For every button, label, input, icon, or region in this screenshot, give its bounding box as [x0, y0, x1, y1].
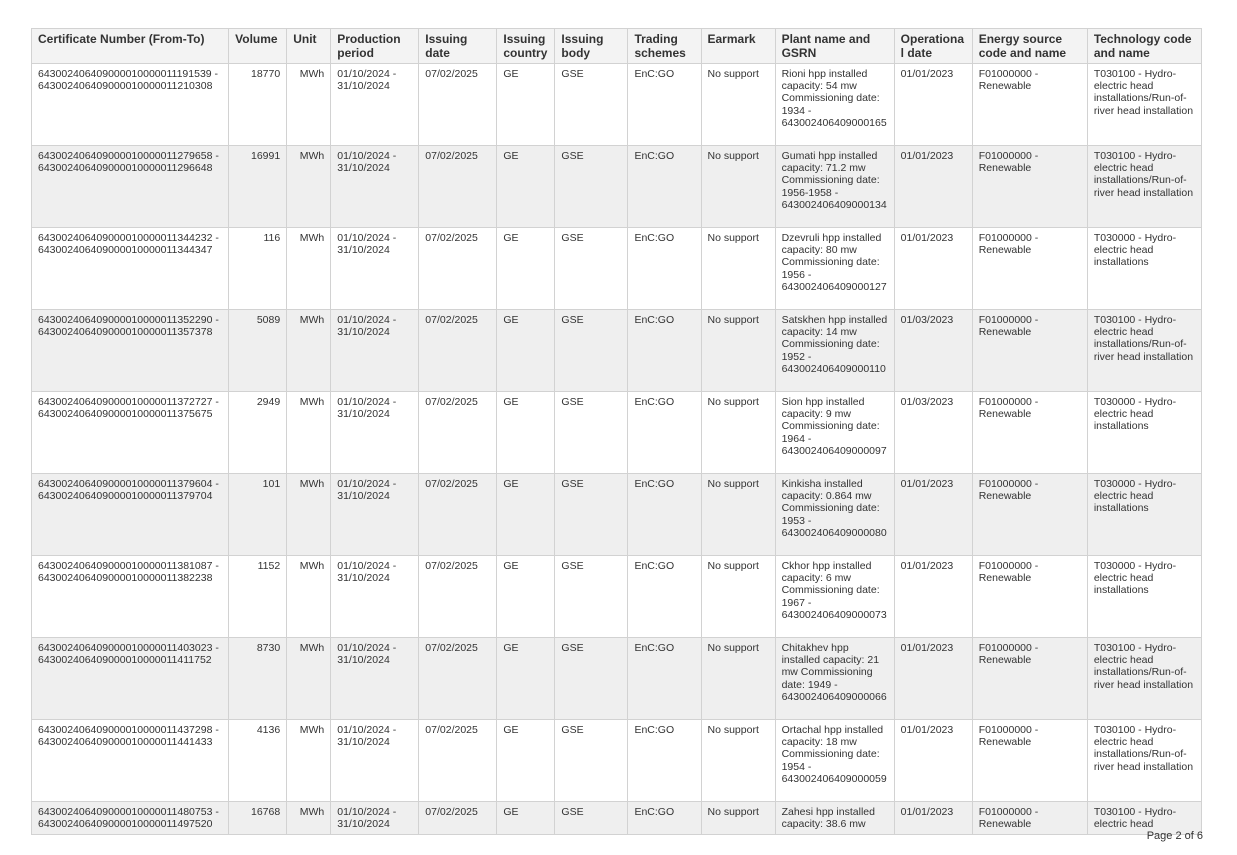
unit-cell: MWh [287, 474, 331, 556]
trading-scheme-cell: EnC:GO [628, 64, 701, 146]
technology-cell: T030100 - Hydro-electric head [1087, 802, 1201, 835]
operational-date-cell: 01/01/2023 [894, 474, 972, 556]
issuing-country-cell: GE [497, 474, 555, 556]
volume-cell: 4136 [229, 720, 287, 802]
certificates-table [31, 28, 1202, 835]
unit-cell: MWh [287, 638, 331, 720]
technology-cell: T030100 - Hydro-electric head installations/Run-of-river head installation [1087, 64, 1201, 146]
trading-scheme-cell: EnC:GO [628, 392, 701, 474]
issuing-date-cell: 07/02/2025 [419, 802, 497, 835]
table-row [32, 802, 1202, 835]
operational-date-cell: 01/01/2023 [894, 802, 972, 835]
issuing-date-cell: 07/02/2025 [419, 556, 497, 638]
production-period-cell: 01/10/2024 - 31/10/2024 [331, 802, 419, 835]
production-period-cell: 01/10/2024 - 31/10/2024 [331, 638, 419, 720]
column-header-energy-source: Energy source code and name [972, 29, 1087, 64]
table-header-row [32, 29, 1202, 64]
trading-scheme-cell: EnC:GO [628, 228, 701, 310]
trading-scheme-cell: EnC:GO [628, 802, 701, 835]
operational-date-cell: 01/01/2023 [894, 638, 972, 720]
plant-name-cell: Ckhor hpp installed capacity: 6 mw Commissioning date: 1967 - 643002406409000073 [775, 556, 894, 638]
issuing-country-cell: GE [497, 146, 555, 228]
column-header-production-period: Production period [331, 29, 419, 64]
trading-scheme-cell: EnC:GO [628, 720, 701, 802]
trading-scheme-cell: EnC:GO [628, 638, 701, 720]
column-header-operational-date: Operational date [894, 29, 972, 64]
table-row [32, 474, 1202, 556]
column-header-technology: Technology code and name [1087, 29, 1201, 64]
production-period-cell: 01/10/2024 - 31/10/2024 [331, 146, 419, 228]
column-header-issuing-country: Issuing country [497, 29, 555, 64]
volume-cell: 18770 [229, 64, 287, 146]
issuing-body-cell: GSE [555, 474, 628, 556]
energy-source-cell: F01000000 - Renewable [972, 228, 1087, 310]
certificate-number-cell: 643002406409000010000011403023 - 643002406409000010000011411752 [32, 638, 229, 720]
volume-cell: 16768 [229, 802, 287, 835]
issuing-body-cell: GSE [555, 64, 628, 146]
operational-date-cell: 01/01/2023 [894, 720, 972, 802]
operational-date-cell: 01/03/2023 [894, 392, 972, 474]
issuing-country-cell: GE [497, 64, 555, 146]
technology-cell: T030100 - Hydro-electric head installations/Run-of-river head installation [1087, 638, 1201, 720]
unit-cell: MWh [287, 310, 331, 392]
table-row [32, 556, 1202, 638]
technology-cell: T030100 - Hydro-electric head installations/Run-of-river head installation [1087, 310, 1201, 392]
production-period-cell: 01/10/2024 - 31/10/2024 [331, 556, 419, 638]
operational-date-cell: 01/03/2023 [894, 310, 972, 392]
technology-cell: T030000 - Hydro-electric head installations [1087, 228, 1201, 310]
issuing-date-cell: 07/02/2025 [419, 146, 497, 228]
earmark-cell: No support [701, 802, 775, 835]
table-row [32, 146, 1202, 228]
unit-cell: MWh [287, 146, 331, 228]
operational-date-cell: 01/01/2023 [894, 146, 972, 228]
issuing-body-cell: GSE [555, 228, 628, 310]
column-header-issuing-body: Issuing body [555, 29, 628, 64]
unit-cell: MWh [287, 392, 331, 474]
issuing-body-cell: GSE [555, 146, 628, 228]
volume-cell: 5089 [229, 310, 287, 392]
energy-source-cell: F01000000 - Renewable [972, 146, 1087, 228]
issuing-date-cell: 07/02/2025 [419, 474, 497, 556]
column-header-plant-name: Plant name and GSRN [775, 29, 894, 64]
production-period-cell: 01/10/2024 - 31/10/2024 [331, 310, 419, 392]
issuing-country-cell: GE [497, 310, 555, 392]
trading-scheme-cell: EnC:GO [628, 474, 701, 556]
plant-name-cell: Rioni hpp installed capacity: 54 mw Commissioning date: 1934 - 643002406409000165 [775, 64, 894, 146]
certificate-number-cell: 643002406409000010000011372727 - 643002406409000010000011375675 [32, 392, 229, 474]
table-row [32, 638, 1202, 720]
volume-cell: 2949 [229, 392, 287, 474]
page-number: Page 2 of 6 [1146, 830, 1203, 842]
issuing-body-cell: GSE [555, 310, 628, 392]
issuing-date-cell: 07/02/2025 [419, 720, 497, 802]
technology-cell: T030100 - Hydro-electric head installations/Run-of-river head installation [1087, 146, 1201, 228]
volume-cell: 101 [229, 474, 287, 556]
production-period-cell: 01/10/2024 - 31/10/2024 [331, 474, 419, 556]
issuing-date-cell: 07/02/2025 [419, 64, 497, 146]
trading-scheme-cell: EnC:GO [628, 146, 701, 228]
plant-name-cell: Dzevruli hpp installed capacity: 80 mw Commissioning date: 1956 - 643002406409000127 [775, 228, 894, 310]
volume-cell: 116 [229, 228, 287, 310]
issuing-country-cell: GE [497, 228, 555, 310]
trading-scheme-cell: EnC:GO [628, 310, 701, 392]
plant-name-cell: Chitakhev hpp installed capacity: 21 mw Commissioning date: 1949 - 643002406409000066 [775, 638, 894, 720]
plant-name-cell: Sion hpp installed capacity: 9 mw Commissioning date: 1964 - 643002406409000097 [775, 392, 894, 474]
column-header-trading-schemes: Trading schemes [628, 29, 701, 64]
plant-name-cell: Kinkisha installed capacity: 0.864 mw Commissioning date: 1953 - 643002406409000080 [775, 474, 894, 556]
trading-scheme-cell: EnC:GO [628, 556, 701, 638]
plant-name-cell: Zahesi hpp installed capacity: 38.6 mw [775, 802, 894, 835]
energy-source-cell: F01000000 - Renewable [972, 392, 1087, 474]
table-row [32, 392, 1202, 474]
issuing-date-cell: 07/02/2025 [419, 392, 497, 474]
unit-cell: MWh [287, 802, 331, 835]
earmark-cell: No support [701, 228, 775, 310]
issuing-body-cell: GSE [555, 720, 628, 802]
energy-source-cell: F01000000 - Renewable [972, 720, 1087, 802]
energy-source-cell: F01000000 - Renewable [972, 310, 1087, 392]
column-header-certificate-number: Certificate Number (From-To) [32, 29, 229, 64]
issuing-date-cell: 07/02/2025 [419, 638, 497, 720]
technology-cell: T030100 - Hydro-electric head installations/Run-of-river head installation [1087, 720, 1201, 802]
unit-cell: MWh [287, 228, 331, 310]
issuing-country-cell: GE [497, 638, 555, 720]
technology-cell: T030000 - Hydro-electric head installations [1087, 556, 1201, 638]
table-row [32, 228, 1202, 310]
column-header-unit: Unit [287, 29, 331, 64]
earmark-cell: No support [701, 310, 775, 392]
technology-cell: T030000 - Hydro-electric head installations [1087, 392, 1201, 474]
energy-source-cell: F01000000 - Renewable [972, 638, 1087, 720]
column-header-earmark: Earmark [701, 29, 775, 64]
earmark-cell: No support [701, 64, 775, 146]
production-period-cell: 01/10/2024 - 31/10/2024 [331, 64, 419, 146]
certificate-number-cell: 643002406409000010000011352290 - 643002406409000010000011357378 [32, 310, 229, 392]
plant-name-cell: Ortachal hpp installed capacity: 18 mw Commissioning date: 1954 - 643002406409000059 [775, 720, 894, 802]
table-body [32, 64, 1202, 835]
issuing-country-cell: GE [497, 720, 555, 802]
volume-cell: 8730 [229, 638, 287, 720]
operational-date-cell: 01/01/2023 [894, 556, 972, 638]
issuing-body-cell: GSE [555, 638, 628, 720]
earmark-cell: No support [701, 474, 775, 556]
unit-cell: MWh [287, 720, 331, 802]
certificate-table-page [31, 28, 1202, 835]
energy-source-cell: F01000000 - Renewable [972, 64, 1087, 146]
certificate-number-cell: 643002406409000010000011437298 - 643002406409000010000011441433 [32, 720, 229, 802]
issuing-date-cell: 07/02/2025 [419, 310, 497, 392]
certificate-number-cell: 643002406409000010000011279658 - 643002406409000010000011296648 [32, 146, 229, 228]
volume-cell: 16991 [229, 146, 287, 228]
issuing-body-cell: GSE [555, 556, 628, 638]
issuing-body-cell: GSE [555, 392, 628, 474]
table-row [32, 720, 1202, 802]
energy-source-cell: F01000000 - Renewable [972, 556, 1087, 638]
earmark-cell: No support [701, 556, 775, 638]
earmark-cell: No support [701, 392, 775, 474]
plant-name-cell: Satskhen hpp installed capacity: 14 mw Commissioning date: 1952 - 643002406409000110 [775, 310, 894, 392]
column-header-issuing-date: Issuing date [419, 29, 497, 64]
issuing-country-cell: GE [497, 392, 555, 474]
unit-cell: MWh [287, 64, 331, 146]
certificate-number-cell: 643002406409000010000011480753 - 643002406409000010000011497520 [32, 802, 229, 835]
table-row [32, 310, 1202, 392]
issuing-country-cell: GE [497, 556, 555, 638]
certificate-number-cell: 643002406409000010000011381087 - 643002406409000010000011382238 [32, 556, 229, 638]
production-period-cell: 01/10/2024 - 31/10/2024 [331, 228, 419, 310]
production-period-cell: 01/10/2024 - 31/10/2024 [331, 392, 419, 474]
certificate-number-cell: 643002406409000010000011344232 - 643002406409000010000011344347 [32, 228, 229, 310]
operational-date-cell: 01/01/2023 [894, 228, 972, 310]
energy-source-cell: F01000000 - Renewable [972, 802, 1087, 835]
production-period-cell: 01/10/2024 - 31/10/2024 [331, 720, 419, 802]
operational-date-cell: 01/01/2023 [894, 64, 972, 146]
technology-cell: T030000 - Hydro-electric head installations [1087, 474, 1201, 556]
volume-cell: 1152 [229, 556, 287, 638]
earmark-cell: No support [701, 146, 775, 228]
certificate-number-cell: 643002406409000010000011191539 - 643002406409000010000011210308 [32, 64, 229, 146]
plant-name-cell: Gumati hpp installed capacity: 71.2 mw Commissioning date: 1956-1958 - 643002406409000134 [775, 146, 894, 228]
table-row [32, 64, 1202, 146]
issuing-body-cell: GSE [555, 802, 628, 835]
issuing-date-cell: 07/02/2025 [419, 228, 497, 310]
issuing-country-cell: GE [497, 802, 555, 835]
column-header-volume: Volume [229, 29, 287, 64]
earmark-cell: No support [701, 638, 775, 720]
certificate-number-cell: 643002406409000010000011379604 - 643002406409000010000011379704 [32, 474, 229, 556]
earmark-cell: No support [701, 720, 775, 802]
unit-cell: MWh [287, 556, 331, 638]
energy-source-cell: F01000000 - Renewable [972, 474, 1087, 556]
